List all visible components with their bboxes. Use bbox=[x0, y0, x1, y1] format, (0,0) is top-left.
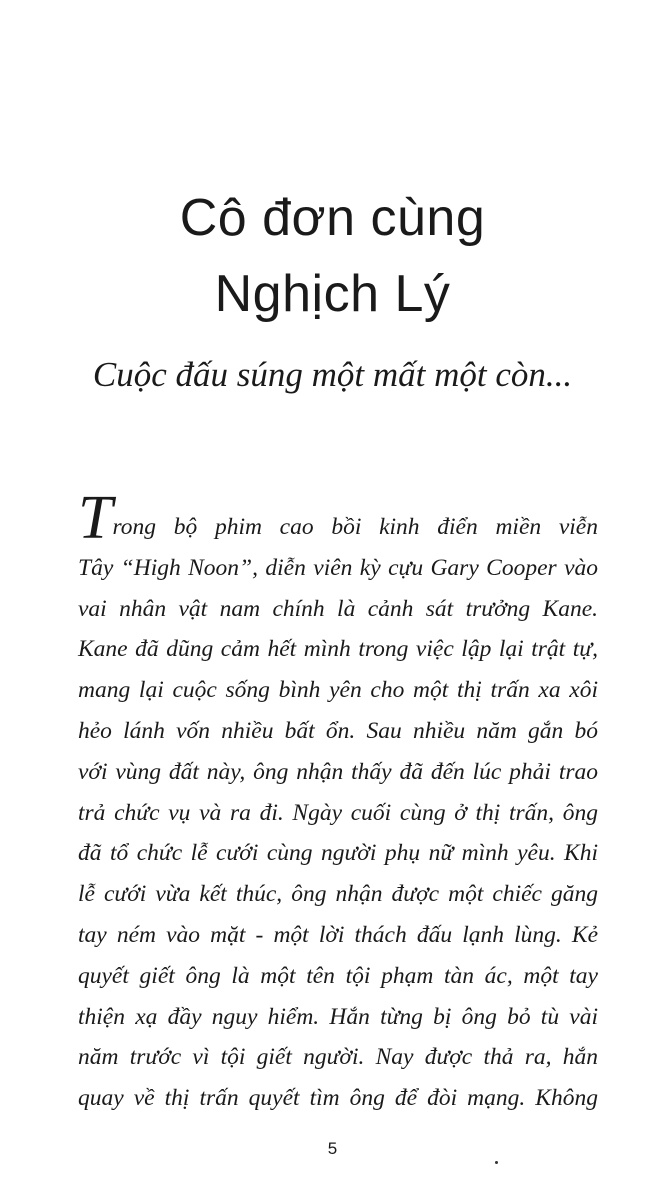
drop-cap: T bbox=[78, 484, 113, 552]
body-line-text: rong bộ phim cao bồi kinh điển miền viễn bbox=[112, 514, 598, 540]
body-line: vai nhân vật nam chính là cảnh sát trưởng Kane. bbox=[78, 595, 598, 622]
body-line: đã tổ chức lễ cưới cùng người phụ nữ mình yêu. Khi bbox=[78, 840, 598, 867]
chapter-title-line-1: Cô đơn cùng bbox=[179, 189, 486, 247]
body-line: Tây “High Noon”, diễn viên kỳ cựu Gary Cooper vào bbox=[78, 554, 598, 581]
body-paragraph bbox=[78, 484, 598, 1119]
body-line: quyết giết ông là một tên tội phạm tàn ác, một tay bbox=[78, 962, 598, 989]
body-line: với vùng đất này, ông nhận thấy đã đến lúc phải trao bbox=[78, 758, 598, 785]
body-line: trả chức vụ và ra đi. Ngày cuối cùng ở thị trấn, ông bbox=[78, 799, 598, 826]
body-line: quay về thị trấn quyết tìm ông để đòi mạng. Không bbox=[78, 1085, 598, 1112]
body-line: lễ cưới vừa kết thúc, ông nhận được một chiếc găng bbox=[78, 881, 598, 908]
body-line: năm trước vì tội giết người. Nay được thả ra, hắn bbox=[78, 1044, 598, 1071]
page-number: 5 bbox=[327, 1139, 338, 1158]
body-line: mang lại cuộc sống bình yên cho một thị trấn xa xôi bbox=[78, 677, 598, 704]
chapter-title-line-2: Nghịch Lý bbox=[214, 265, 451, 323]
scan-speck bbox=[495, 1161, 498, 1164]
body-line bbox=[78, 484, 598, 552]
body-line: thiện xạ đầy nguy hiểm. Hắn từng bị ông bỏ tù vài bbox=[78, 1003, 598, 1030]
body-line: Kane đã dũng cảm hết mình trong việc lập lại trật tự, bbox=[78, 636, 598, 663]
body-line: hẻo lánh vốn nhiều bất ổn. Sau nhiều năm gắn bó bbox=[78, 717, 598, 744]
body-line: tay ném vào mặt - một lời thách đấu lạnh lùng. Kẻ bbox=[78, 921, 598, 948]
chapter-subtitle: Cuộc đấu súng một mất một còn... bbox=[92, 355, 573, 394]
chapter-title bbox=[0, 180, 665, 332]
